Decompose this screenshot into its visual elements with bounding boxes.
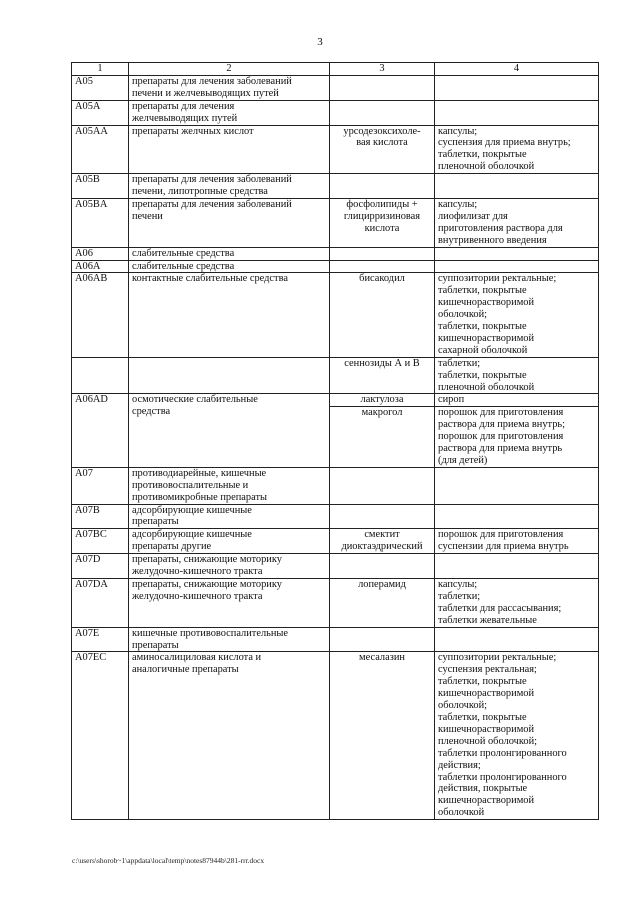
dosage-form-cell (435, 529, 599, 554)
group-name-line: препараты, снижающие моторику (132, 554, 282, 566)
drug-name-cell (330, 554, 435, 579)
drug-name-cell (330, 579, 435, 628)
dosage-form-cell (435, 174, 599, 199)
group-name-line: препараты (132, 639, 179, 651)
dosage-form-line: пленочной оболочкой (438, 381, 535, 393)
atc-code-cell: A05AA (72, 125, 129, 174)
drug-sub-entry (330, 406, 434, 467)
dosage-form-cell (435, 467, 599, 504)
drug-name-cell (330, 529, 435, 554)
group-name-line: препараты для лечения заболеваний (132, 75, 292, 87)
drug-name-cell (330, 75, 435, 100)
group-name-cell (129, 504, 330, 529)
group-name-line: желчевыводящих путей (132, 112, 238, 124)
atc-code-cell: A07E (72, 627, 129, 652)
dosage-form-cell (435, 652, 599, 820)
dosage-form-line: кишечнорастворимой (438, 297, 535, 309)
page-number: 3 (317, 36, 323, 48)
atc-code-cell: A07EC (72, 652, 129, 820)
dosage-form-line: приготовления раствора для (438, 222, 563, 234)
group-name-line: желудочно-кишечного тракта (132, 566, 263, 578)
drug-name-line: урсодезоксихоле- (343, 125, 421, 137)
table-body (72, 75, 599, 819)
group-name-line: печени (132, 210, 163, 222)
table-row (72, 75, 599, 100)
dosage-form-line: суппозитории ректальные; (438, 273, 557, 285)
atc-code-cell: A05B (72, 174, 129, 199)
table-row (72, 394, 599, 467)
dosage-form-line: кишечнорастворимой (438, 332, 535, 344)
atc-code-cell: A06 (72, 247, 129, 260)
dosage-form-cell (435, 627, 599, 652)
dosage-form-cell (435, 100, 599, 125)
drug-name-line: макрогол (361, 407, 403, 419)
drug-name-line: лактулоза (360, 394, 404, 406)
group-name-line: препараты желчных кислот (132, 125, 254, 137)
dosage-form-line: таблетки пролонгированного (438, 771, 567, 783)
drug-name-cell (330, 394, 435, 467)
group-name-line: препараты (132, 516, 179, 528)
table-row (72, 554, 599, 579)
drug-name-cell (330, 247, 435, 260)
dosage-form-line: оболочкой; (438, 309, 488, 321)
dosage-form-line: таблетки, покрытые (438, 285, 527, 297)
drug-name-line: фосфолипиды + (346, 198, 418, 210)
dosage-form-line: кишечнорастворимой (438, 723, 535, 735)
group-name-cell (129, 125, 330, 174)
group-name-cell (129, 100, 330, 125)
dosage-form-line: таблетки для рассасывания; (438, 602, 562, 614)
drug-name-line: сеннозиды А и В (344, 357, 420, 369)
dosage-form-line: пленочной оболочкой (438, 161, 535, 173)
group-name-line: желудочно-кишечного тракта (132, 590, 263, 602)
atc-code-cell: A06AB (72, 273, 129, 357)
table-header-row (72, 63, 599, 76)
group-name-cell (129, 247, 330, 260)
drug-name-cell (330, 467, 435, 504)
dosage-form-line: пленочной оболочкой; (438, 735, 538, 747)
table-row (72, 579, 599, 628)
dosage-form-line: раствора для приема внутрь (438, 443, 563, 455)
dosage-form-line: суппозитории ректальные; (438, 652, 557, 664)
atc-code-cell: A05 (72, 75, 129, 100)
table-row (72, 529, 599, 554)
dosage-form-sub-entry (435, 394, 598, 406)
group-name-line: кишечные противовоспалительные (132, 627, 289, 639)
dosage-form-line: действия, покрытые (438, 783, 528, 795)
group-name-line: препараты другие (132, 541, 212, 553)
drug-name-cell (330, 198, 435, 247)
group-name-cell (129, 394, 330, 467)
dosage-form-cell (435, 579, 599, 628)
atc-code-cell: A07 (72, 467, 129, 504)
group-name-cell (129, 627, 330, 652)
drug-name-cell (330, 504, 435, 529)
group-name-line: противодиарейные, кишечные (132, 467, 267, 479)
group-name-line: адсорбирующие кишечные (132, 504, 252, 516)
group-name-line: аминосалициловая кислота и (132, 652, 262, 664)
column-header-1: 1 (72, 63, 129, 76)
dosage-form-cell (435, 247, 599, 260)
dosage-form-cell (435, 260, 599, 273)
column-header-3: 3 (330, 63, 435, 76)
group-name-cell (129, 529, 330, 554)
drug-name-line: смектит (364, 529, 400, 541)
drug-name-line: бисакодил (359, 273, 405, 285)
drug-name-cell (330, 174, 435, 199)
atc-code-cell: A07D (72, 554, 129, 579)
dosage-form-line: порошок для приготовления (438, 431, 564, 443)
dosage-form-line: (для детей) (438, 454, 488, 466)
dosage-form-line: таблетки, покрытые (438, 676, 527, 688)
dosage-form-line: оболочкой (438, 807, 485, 819)
dosage-form-line: капсулы; (438, 125, 478, 137)
dosage-form-line: капсулы; (438, 198, 478, 210)
dosage-form-line: внутривенного введения (438, 234, 547, 246)
dosage-form-line: таблетки, покрытые (438, 711, 527, 723)
dosage-form-line: раствора для приема внутрь; (438, 419, 566, 431)
drug-name-line: месалазин (359, 652, 405, 664)
group-name-cell (129, 273, 330, 357)
drug-name-line: лоперамид (358, 579, 406, 591)
group-name-cell (129, 554, 330, 579)
atc-code-cell: A07DA (72, 579, 129, 628)
dosage-form-cell (435, 554, 599, 579)
column-header-2: 2 (129, 63, 330, 76)
group-name-cell (129, 174, 330, 199)
drug-name-cell (330, 357, 435, 394)
dosage-form-sub-entry (435, 406, 598, 467)
table-row (72, 357, 599, 394)
table-row (72, 198, 599, 247)
dosage-form-line: таблетки пролонгированного (438, 747, 567, 759)
drug-name-cell (330, 652, 435, 820)
atc-code-cell: A07BC (72, 529, 129, 554)
group-name-line: аналогичные препараты (132, 664, 239, 676)
group-name-line: препараты для лечения заболеваний (132, 174, 292, 186)
dosage-form-cell (435, 125, 599, 174)
group-name-line: препараты для лечения (132, 100, 235, 112)
drug-name-line: вая кислота (356, 137, 408, 149)
dosage-form-line: таблетки; (438, 590, 481, 602)
drug-name-cell (330, 260, 435, 273)
dosage-form-line: таблетки жевательные (438, 614, 537, 626)
group-name-line: препараты для лечения заболеваний (132, 198, 292, 210)
group-name-line: средства (132, 406, 171, 418)
table-row (72, 260, 599, 273)
group-name-line: контактные слабительные средства (132, 273, 288, 285)
dosage-form-cell (435, 198, 599, 247)
dosage-form-line: лиофилизат для (438, 210, 508, 222)
group-name-line: осмотические слабительные (132, 394, 258, 406)
dosage-form-line: суспензии для приема внутрь (438, 541, 569, 553)
dosage-form-line: действия; (438, 759, 481, 771)
atc-code-cell (72, 357, 129, 394)
dosage-form-line: таблетки, покрытые (438, 369, 527, 381)
column-header-4: 4 (435, 63, 599, 76)
group-name-cell (129, 75, 330, 100)
drug-name-cell (330, 100, 435, 125)
dosage-form-cell (435, 394, 599, 467)
dosage-form-line: порошок для приготовления (438, 529, 564, 541)
table-row (72, 652, 599, 820)
drug-name-line: диоктаэдрический (341, 541, 423, 553)
group-name-line: препараты, снижающие моторику (132, 579, 282, 591)
drug-sub-entry (330, 394, 434, 406)
drug-name-line: кислота (364, 222, 400, 234)
table-row (72, 247, 599, 260)
table-row (72, 504, 599, 529)
atc-code-cell: A07B (72, 504, 129, 529)
drug-classification-table (71, 62, 599, 820)
dosage-form-line: сироп (438, 394, 465, 406)
dosage-form-line: сахарной оболочкой (438, 344, 528, 356)
group-name-cell (129, 579, 330, 628)
atc-code-cell: A05BA (72, 198, 129, 247)
drug-name-cell (330, 627, 435, 652)
table-row (72, 100, 599, 125)
group-name-line: противовоспалительные и (132, 479, 249, 491)
dosage-form-line: порошок для приготовления (438, 407, 564, 419)
group-name-cell (129, 652, 330, 820)
dosage-form-line: суспензия ректальная; (438, 664, 537, 676)
group-name-cell (129, 260, 330, 273)
drug-name-cell (330, 273, 435, 357)
drug-name-line: глицирризиновая (343, 210, 421, 222)
dosage-form-line: капсулы; (438, 579, 478, 591)
dosage-form-line: суспензия для приема внутрь; (438, 137, 571, 149)
group-name-line: слабительные средства (132, 260, 235, 272)
group-name-line: адсорбирующие кишечные (132, 529, 252, 541)
dosage-form-cell (435, 273, 599, 357)
table-row (72, 125, 599, 174)
dosage-form-cell (435, 357, 599, 394)
atc-code-cell: A06AD (72, 394, 129, 467)
table-row (72, 627, 599, 652)
atc-code-cell: A06A (72, 260, 129, 273)
drug-name-cell (330, 125, 435, 174)
dosage-form-line: кишечнорастворимой (438, 688, 535, 700)
table-row (72, 174, 599, 199)
dosage-form-line: таблетки, покрытые (438, 149, 527, 161)
group-name-line: противомикробные препараты (132, 491, 267, 503)
group-name-cell (129, 198, 330, 247)
group-name-line: печени, липотропные средства (132, 186, 268, 198)
dosage-form-cell (435, 504, 599, 529)
document-file-path: c:\users\shorob~1\appdata\local\temp\notes87944b\281-rrr.docx (72, 856, 265, 865)
dosage-form-line: таблетки, покрытые (438, 321, 527, 333)
table-row (72, 467, 599, 504)
group-name-line: печени и желчевыводящих путей (132, 87, 279, 99)
dosage-form-line: таблетки; (438, 357, 481, 369)
group-name-cell (129, 357, 330, 394)
dosage-form-line: оболочкой; (438, 700, 488, 712)
atc-code-cell: A05A (72, 100, 129, 125)
group-name-cell (129, 467, 330, 504)
dosage-form-cell (435, 75, 599, 100)
group-name-line: слабительные средства (132, 247, 235, 259)
dosage-form-line: кишечнорастворимой (438, 795, 535, 807)
table-row (72, 273, 599, 357)
